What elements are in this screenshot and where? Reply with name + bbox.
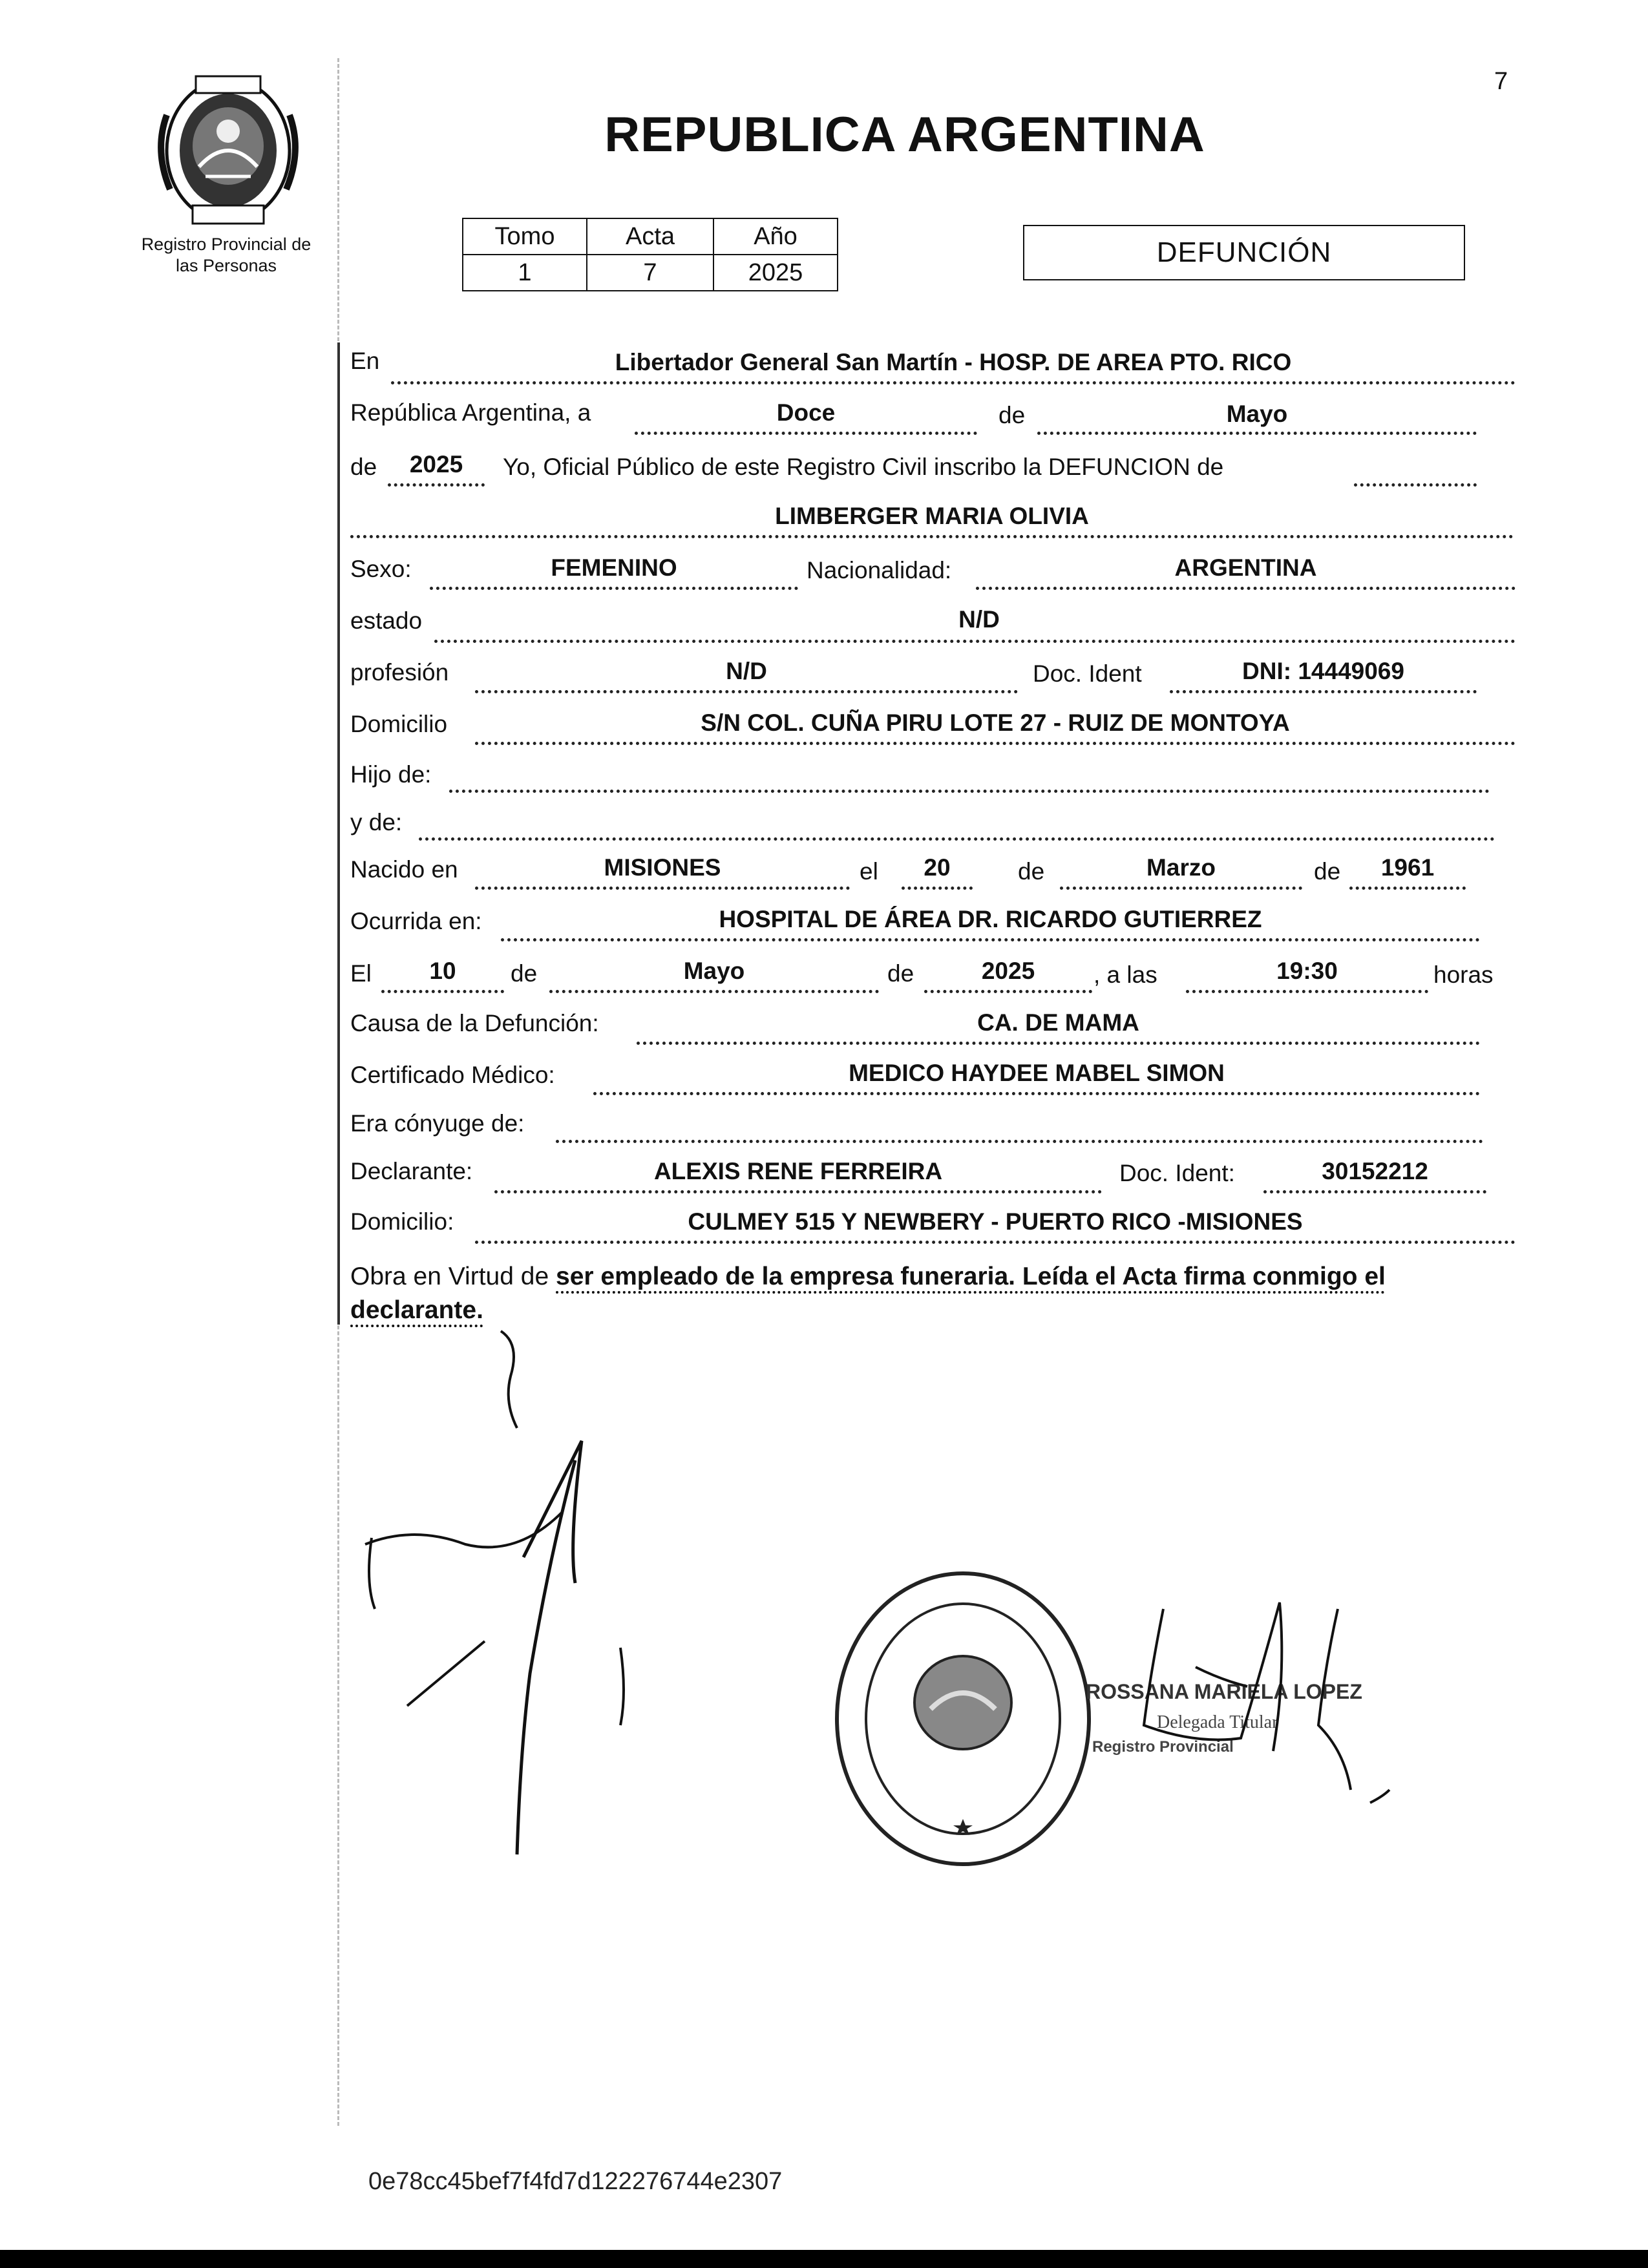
sexo-value: FEMENINO <box>551 554 677 581</box>
ocurrida-line <box>501 938 1480 941</box>
official-registry: Registro Provincial <box>1092 1738 1234 1756</box>
tomo-header: Tomo <box>463 218 587 255</box>
obra-label: Obra en Virtud de <box>350 1263 549 1290</box>
anio-value: 2025 <box>409 451 463 478</box>
hijo-label: Hijo de: <box>350 761 432 788</box>
nac-dia-line <box>902 887 973 890</box>
nacido-value: MISIONES <box>604 854 721 881</box>
profesion-label: profesión <box>350 659 449 686</box>
tomo-value: 1 <box>463 255 587 291</box>
domicilio-line <box>475 742 1516 745</box>
mes-line <box>1037 432 1477 435</box>
anio-value: 2025 <box>713 255 838 291</box>
ocurrida-label: Ocurrida en: <box>350 908 482 934</box>
en-line <box>391 381 1516 384</box>
dia-value: Doce <box>776 399 836 426</box>
profesion-line <box>475 690 1018 693</box>
nacido-label: Nacido en <box>350 856 458 883</box>
dia-line <box>635 432 977 435</box>
official-name: ROSSANA MARIELA LOPEZ <box>1086 1680 1362 1703</box>
y-de-label: y de: <box>350 809 403 835</box>
def-dia-line <box>381 990 504 993</box>
mes-value: Mayo <box>1226 401 1288 427</box>
acta-value: 7 <box>587 255 713 291</box>
nombre-line <box>350 535 1514 538</box>
nacionalidad-line <box>976 587 1516 590</box>
profesion-value: N/D <box>726 658 767 684</box>
de4-label: de <box>1314 858 1341 885</box>
estado-value: N/D <box>958 606 1000 633</box>
estado-line <box>434 640 1516 643</box>
domicilio-value: S/N COL. CUÑA PIRU LOTE 27 - RUIZ DE MONTOYA <box>701 709 1290 736</box>
de3-label: de <box>1018 858 1045 885</box>
official-signature <box>1066 1596 1428 1842</box>
en-label: En <box>350 348 380 374</box>
certificado-label: Certificado Médico: <box>350 1062 555 1088</box>
document-hash: 0e78cc45bef7f4fd7d122276744e2307 <box>368 2168 783 2195</box>
official-stamp <box>827 1564 1099 1874</box>
page-number: 7 <box>1494 68 1508 95</box>
de-label: de <box>998 402 1026 428</box>
doc-ident-line <box>1170 690 1477 693</box>
registry-line-1: Registro Provincial de <box>141 235 312 254</box>
document-type-box: DEFUNCIÓN <box>1023 225 1465 280</box>
official-role: Delegada Titular <box>1157 1712 1278 1732</box>
horas-label: horas <box>1433 961 1494 988</box>
en-value: Libertador General San Martín - HOSP. DE AREA PTO. RICO <box>615 349 1292 375</box>
causa-value: CA. DE MAMA <box>977 1009 1139 1036</box>
causa-line <box>637 1042 1480 1045</box>
de5-label: de <box>511 960 538 987</box>
estado-label: estado <box>350 607 423 634</box>
doc-ident2-label: Doc. Ident: <box>1119 1160 1235 1186</box>
ocurrida-value: HOSPITAL DE ÁREA DR. RICARDO GUTIERREZ <box>719 906 1262 932</box>
y-de-line <box>419 837 1495 841</box>
nac-dia-value: 20 <box>924 854 951 881</box>
doc-ident2-line <box>1263 1190 1486 1193</box>
domicilio2-label: Domicilio: <box>350 1208 454 1235</box>
misiones-seal-logo <box>154 70 302 231</box>
registry-name <box>120 234 333 277</box>
declarant-signature <box>355 1312 717 1867</box>
def-mes-line <box>549 990 879 993</box>
def-hora-line <box>1186 990 1428 993</box>
nacionalidad-label: Nacionalidad: <box>807 557 952 583</box>
nac-anio-line <box>1349 887 1466 890</box>
conyuge-label: Era cónyuge de: <box>350 1110 525 1137</box>
def-hora-value: 19:30 <box>1276 958 1338 984</box>
hijo-line <box>449 790 1490 793</box>
acta-reference-table <box>462 218 838 291</box>
anio-line <box>388 483 485 487</box>
domicilio-label: Domicilio <box>350 711 448 737</box>
nac-mes-value: Marzo <box>1146 854 1216 881</box>
def-mes-value: Mayo <box>683 958 745 984</box>
domicilio2-line <box>475 1241 1516 1244</box>
conyuge-line <box>556 1140 1483 1143</box>
acta-header: Acta <box>587 218 713 255</box>
yo-line <box>1354 483 1477 487</box>
form-left-rule <box>337 342 340 1325</box>
def-dia-value: 10 <box>429 958 456 984</box>
nac-mes-line <box>1060 887 1302 890</box>
anio-header: Año <box>713 218 838 255</box>
yo-text: Yo, Oficial Público de este Registro Civil inscribo la DEFUNCION de <box>503 454 1224 480</box>
nombre-value: LIMBERGER MARIA OLIVIA <box>775 503 1089 529</box>
doc-ident-label: Doc. Ident <box>1033 660 1142 687</box>
causa-label: Causa de la Defunción: <box>350 1010 599 1036</box>
sexo-label: Sexo: <box>350 556 412 582</box>
republica-label: República Argentina, a <box>350 399 591 426</box>
def-anio-line <box>924 990 1092 993</box>
nacido-line <box>475 887 850 890</box>
registry-line-2: las Personas <box>175 256 277 275</box>
nac-anio-value: 1961 <box>1380 854 1435 881</box>
a-las-label: , a las <box>1093 961 1157 988</box>
certificado-value: MEDICO HAYDEE MABEL SIMON <box>849 1060 1225 1086</box>
certificado-line <box>593 1092 1480 1095</box>
de2-label: de <box>350 454 377 480</box>
scan-bottom-edge <box>0 2250 1648 2268</box>
el-label: el <box>860 858 878 885</box>
sexo-line <box>430 587 798 590</box>
declarante-line <box>494 1190 1102 1193</box>
de6-label: de <box>887 960 914 987</box>
obra-value: ser empleado de la empresa funeraria. Leída el Acta firma conmigo el declarante. <box>350 1263 1386 1324</box>
el2-label: El <box>350 960 372 987</box>
declarante-label: Declarante: <box>350 1158 473 1184</box>
def-anio-value: 2025 <box>981 958 1035 984</box>
page-title: REPUBLICA ARGENTINA <box>604 107 1205 162</box>
doc-ident2-value: 30152212 <box>1322 1158 1428 1184</box>
domicilio2-value: CULMEY 515 Y NEWBERY - PUERTO RICO -MISIONES <box>688 1208 1303 1235</box>
declarante-value: ALEXIS RENE FERREIRA <box>653 1158 943 1184</box>
nacionalidad-value: ARGENTINA <box>1174 554 1317 581</box>
doc-ident-value: DNI: 14449069 <box>1242 658 1404 684</box>
